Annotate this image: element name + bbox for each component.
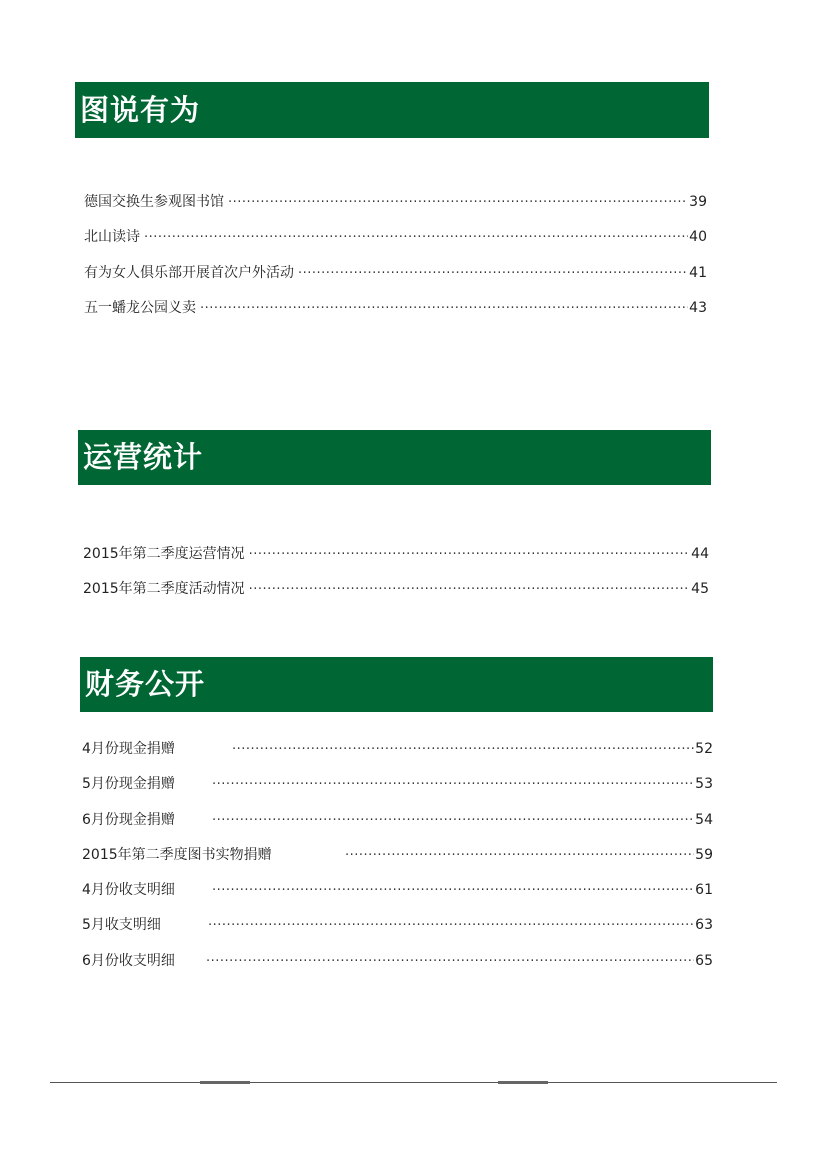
toc-item[interactable]: [83, 545, 709, 580]
toc-item-page: 39: [689, 194, 707, 210]
toc-leader-dots: [212, 882, 694, 900]
toc-leader-dots: [345, 847, 694, 865]
footer-rule: [50, 1082, 777, 1083]
toc-item-page: 53: [695, 776, 713, 793]
toc-item-page: 54: [695, 811, 713, 828]
section-title: 图说有为: [80, 92, 201, 127]
section-title: 运营统计: [83, 440, 204, 474]
toc-item[interactable]: [82, 952, 713, 987]
toc-item-page: 45: [691, 581, 709, 598]
toc-leader-dots: [232, 741, 694, 759]
toc-leader-dots: [228, 194, 688, 212]
toc-item-page: 63: [695, 917, 713, 934]
toc-leader-dots: [249, 546, 691, 564]
section-header-2: [78, 430, 711, 485]
toc-item-label: 2015年第二季度活动情况: [83, 581, 245, 598]
toc-item-page: 52: [695, 741, 713, 757]
toc-item-label: 2015年第二季度运营情况: [83, 546, 245, 562]
toc-item[interactable]: [82, 846, 713, 881]
footer-rule-accent: [498, 1081, 548, 1084]
toc-item-label: 4月份收支明细: [82, 882, 175, 899]
toc-item-label: 4月份现金捐赠: [82, 741, 175, 757]
section-header-1: [75, 82, 709, 138]
toc-item-label: 6月份现金捐赠: [82, 811, 175, 828]
footer-rule-accent: [200, 1081, 250, 1084]
toc-leader-dots: [298, 265, 688, 283]
toc-item-page: 41: [689, 264, 707, 281]
toc-leader-dots: [212, 776, 694, 794]
toc-item-label: 5月份现金捐赠: [82, 776, 175, 793]
toc-item-label: 2015年第二季度图书实物捐赠: [82, 846, 272, 863]
toc-leader-dots: [249, 581, 691, 599]
toc-item-page: 44: [691, 546, 709, 562]
toc-leader-dots: [208, 917, 694, 935]
toc-item-label: 五一蟠龙公园义卖: [84, 299, 196, 316]
toc-item[interactable]: [82, 740, 713, 775]
toc-item[interactable]: [82, 811, 713, 846]
toc-item-page: 59: [695, 846, 713, 863]
toc-leader-dots: [206, 953, 694, 971]
toc-item-label: 有为女人俱乐部开展首次户外活动: [84, 264, 294, 281]
toc-item[interactable]: [84, 193, 707, 228]
toc-list-2: [83, 545, 709, 616]
toc-item-label: 6月份收支明细: [82, 952, 175, 969]
toc-leader-dots: [212, 812, 694, 830]
toc-item-label: 5月收支明细: [82, 917, 161, 934]
toc-item-page: 40: [689, 229, 707, 246]
toc-item-label: 北山读诗: [84, 229, 140, 246]
toc-item-page: 61: [695, 882, 713, 899]
section-header-3: [80, 657, 713, 712]
toc-list-1: [84, 193, 707, 334]
toc-item[interactable]: [82, 881, 713, 916]
toc-item[interactable]: [83, 580, 709, 615]
toc-item-page: 65: [695, 952, 713, 969]
toc-item-page: 43: [689, 299, 707, 316]
toc-item[interactable]: [82, 916, 713, 951]
toc-leader-dots: [200, 300, 688, 318]
toc-item[interactable]: [84, 228, 707, 263]
toc-item[interactable]: [84, 264, 707, 299]
toc-leader-dots: [144, 229, 688, 247]
toc-item[interactable]: [82, 775, 713, 810]
toc-list-3: [82, 740, 713, 987]
toc-item-label: 德国交换生参观图书馆: [84, 194, 224, 210]
toc-item[interactable]: [84, 299, 707, 334]
section-title: 财务公开: [85, 667, 206, 701]
